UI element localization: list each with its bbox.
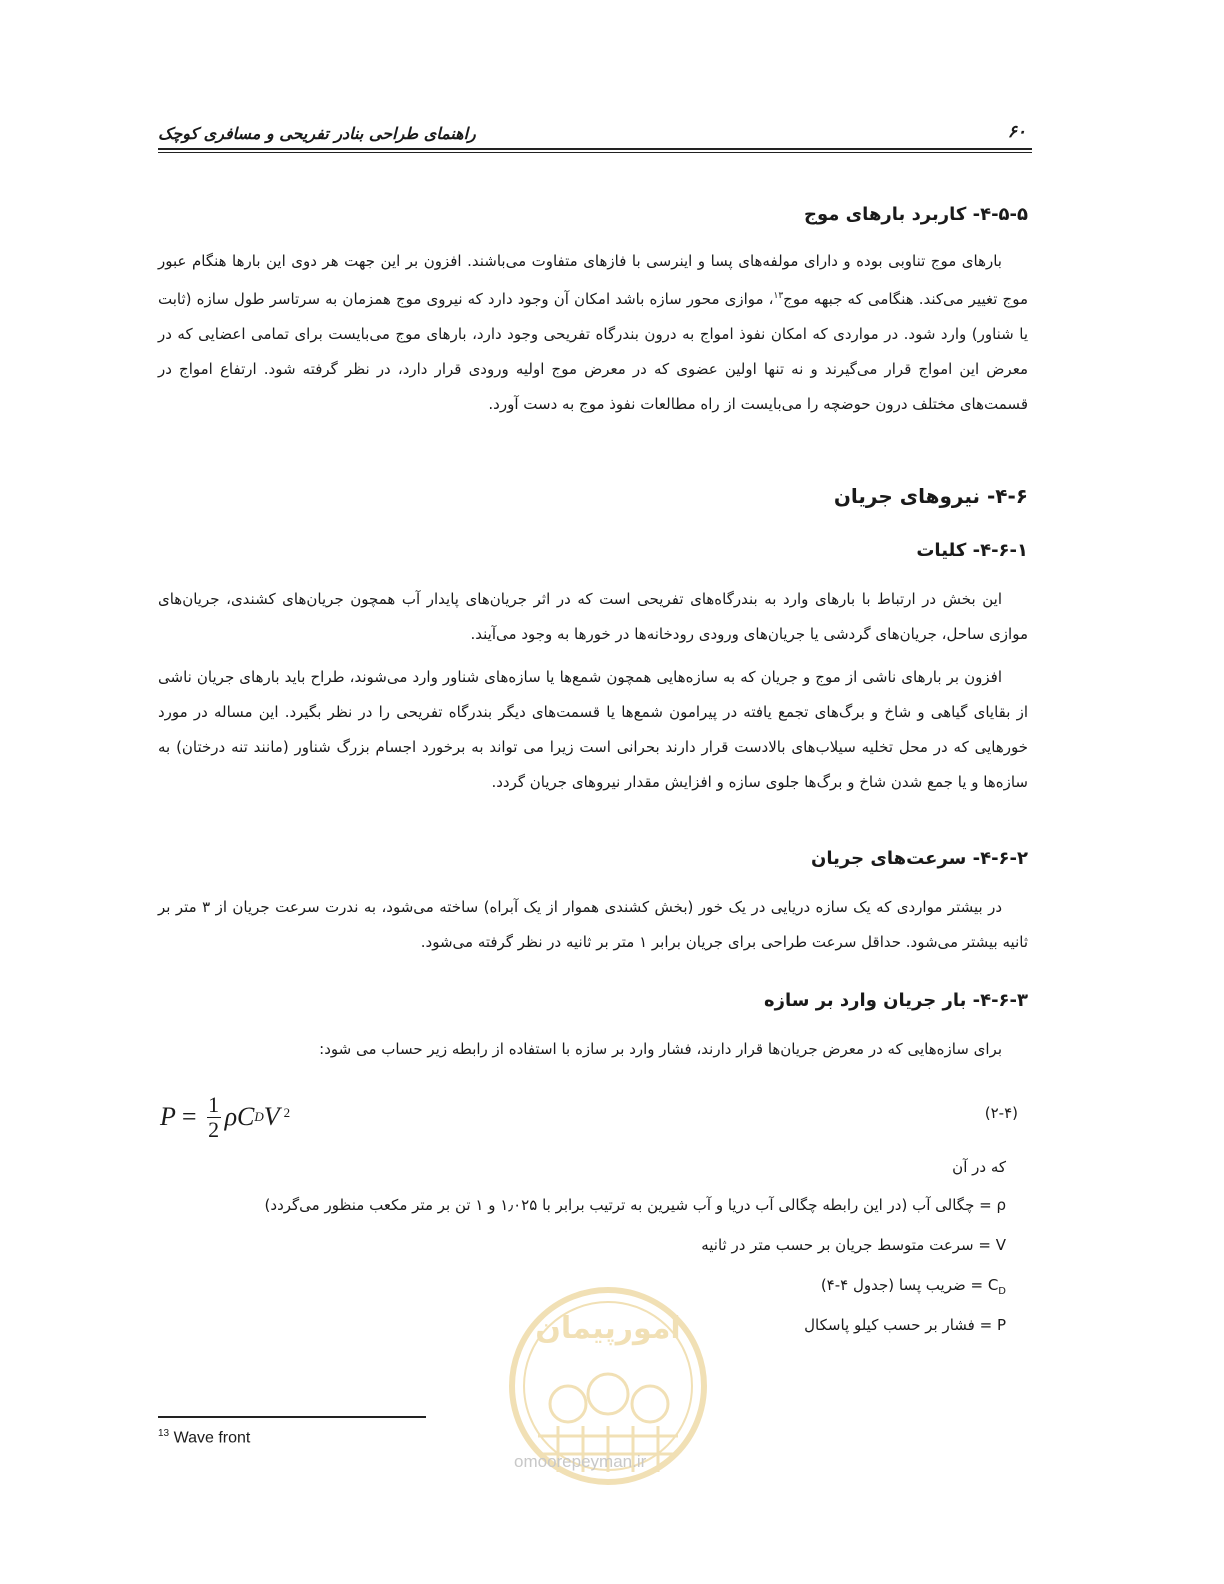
section-heading-4-6: ۴-۶- نیروهای جریان bbox=[833, 484, 1028, 508]
section-heading-4-6-2: ۴-۶-۲- سرعت‌های جریان bbox=[811, 848, 1028, 869]
para-line: دارد، در نظر گرفته شود. ارتفاع امواج در قسمت‌های مختلف درون حوضچه را می‌بایست از راه مطالعات نفوذ موج به دست آورد. bbox=[158, 360, 1028, 413]
running-header-title: راهنمای طراحی بنادر تفریحی و مسافری کوچک bbox=[158, 124, 476, 143]
para-line: بارهای موج تناوبی بوده و دارای مولفه‌های پسا و اینرسی با فازهای متفاوت می‌باشند. افزون بر این جهت هر دوی این بارها bbox=[232, 252, 1002, 270]
section-paragraph-4-6-2: در بیشتر مواردی که یک سازه دریایی در یک خور (بخش کشندی هموار از یک آبراه) ساخته می‌شود، به ندرت سرعت جریان از ۳ متر بر ثانیه بیشتر می‌شود. حداقل سرعت طراحی برای جریان برابر ۱ متر بر ثانیه در نظر گرفته می‌شود. bbox=[158, 898, 1028, 951]
footnote bbox=[158, 1428, 250, 1447]
footnote-number: 13 bbox=[158, 1428, 170, 1439]
equation-equals: = bbox=[181, 1102, 197, 1131]
header-rule bbox=[158, 148, 1032, 150]
section-paragraph-4-6-1b: افزون بر بارهای ناشی از موج و جریان که به سازه‌هایی همچون شمع‌ها یا سازه‌های شناور وارد می‌شوند، طراح باید بارهای جریان ناشی از بقایای گیاهی و شاخ و برگ‌های تجمع یافته در پیرامون شمع‌ها یا قسمت‌های دیگر بندرگاه تفریحی را در نظر بگیرد. این مساله در مورد خورهایی که در محل تخلیه سیلاب‌های بالادست قرار دارند بحرانی است زیرا می تواند به برخورد اجسام بزرگ شناور (مانند تنه درختان) به سازه‌ها و یا جمع شدن شاخ و برگ‌ها جلوی سازه و افزایش مقدار نیروهای جریان گردد. bbox=[158, 668, 1028, 791]
equation-v: V bbox=[263, 1102, 280, 1131]
definition-cd bbox=[821, 1276, 1006, 1297]
section-heading-4-5-5: ۴-۵-۵- کاربرد بارهای موج bbox=[804, 204, 1028, 225]
equation-number: (۲-۴) bbox=[984, 1104, 1018, 1122]
watermark-url: omoorepeyman.ir bbox=[514, 1452, 647, 1471]
fraction-numerator: 1 bbox=[208, 1091, 220, 1117]
section-paragraph-4-6-3: برای سازه‌هایی که در معرض جریان‌ها قرار دارند، فشار وارد بر سازه با استفاده از رابطه زیر حساب می شود: bbox=[319, 1040, 1002, 1058]
cd-symbol: C bbox=[987, 1276, 999, 1294]
para-line: ، موازی محور سازه باشد امکان آن وجود دارد که نیروی موج همزمان به bbox=[325, 290, 774, 308]
watermark-logo-text: امورپیمان bbox=[535, 1311, 681, 1346]
footnote-rule bbox=[158, 1416, 426, 1418]
section-heading-4-6-3: ۴-۶-۳- بار جریان وارد بر سازه bbox=[763, 990, 1028, 1011]
definition-v: V = سرعت متوسط جریان بر حسب متر در ثانیه bbox=[701, 1236, 1006, 1254]
fraction-denominator: 2 bbox=[208, 1116, 220, 1142]
definition-rho: ρ = چگالی آب (در این رابطه چگالی آب دریا و آب شیرین به ترتیب برابر با ۱٫۰۲۵ و ۱ تن بر متر مکعب منظور می‌گردد) bbox=[264, 1196, 1006, 1214]
footnote-reference[interactable]: ۱۳ bbox=[773, 291, 784, 301]
footnote-text: Wave front bbox=[169, 1429, 251, 1447]
header-rule-thin bbox=[158, 152, 1032, 153]
equation-rho: ρ bbox=[224, 1102, 238, 1131]
equation-fraction bbox=[207, 1093, 221, 1142]
equation-exponent: 2 bbox=[283, 1105, 291, 1120]
definition-p: P = فشار بر حسب کیلو پاسکال bbox=[804, 1316, 1006, 1334]
equation-lhs: P bbox=[160, 1102, 176, 1131]
cd-subscript: D bbox=[998, 1286, 1006, 1297]
section-paragraph-4-5-5 bbox=[158, 244, 1028, 422]
para-line: می‌بایست برای تمامی اعضایی که در معرض این امواج قرار می‌گیرند و نه تنها اولین عضوی که در معرض موج اولیه ورودی قرار bbox=[158, 325, 1028, 378]
equation-c: C bbox=[237, 1102, 255, 1131]
drag-pressure-equation bbox=[160, 1092, 290, 1142]
cd-text: = ضریب پسا (جدول ۴-۴) bbox=[820, 1276, 988, 1294]
page-number: ۶۰ bbox=[1007, 122, 1026, 142]
section-paragraph-4-6-1a: این بخش در ارتباط با بارهای وارد به بندرگاه‌های تفریحی است که در اثر جریان‌های پایدار آب همچون جریان‌های کشندی، جریان‌های موازی ساحل، جریان‌های گردشی یا جریان‌های ورودی رودخانه‌ها در خورها به وجود می‌آیند. bbox=[158, 590, 1028, 643]
para-line: سرتاسر طول سازه (ثابت یا شناور) وارد شود. در مواردی که امکان نفوذ امواج به درون بندرگاه تفریحی وجود دارد، بارهای موج bbox=[158, 290, 1028, 343]
definitions-intro: که در آن bbox=[952, 1158, 1006, 1176]
section-heading-4-6-1: ۴-۶-۱- کلیات bbox=[916, 540, 1028, 561]
para-line: هنگام عبور موج تغییر می‌کند. هنگامی که جبهه موج bbox=[158, 252, 1028, 308]
equation-subscript: D bbox=[254, 1109, 264, 1124]
